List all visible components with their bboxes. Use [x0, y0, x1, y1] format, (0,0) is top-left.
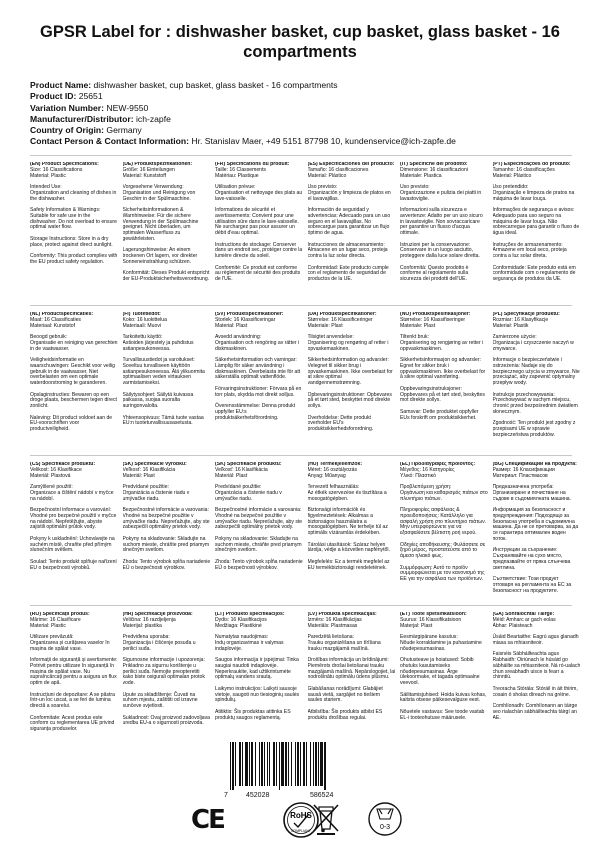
spec-row — [30, 162, 586, 300]
barcode-bar — [251, 742, 253, 786]
barcode — [228, 742, 364, 790]
barcode-bar — [318, 742, 319, 786]
spec-row — [30, 462, 586, 600]
barcode-digit-prefix: 7 — [224, 792, 228, 799]
spec-body: Taille: 16 Classements Matériau: Plastique Utilisation prévue: Organisation et nettoyage des plats au lave-vaisselle. Informations de sécurité et avertissements: Convient pour une utilisation sûre dans le lave-vaisselle. Ne surchargez pas pour assurer un débit d'eau optimal. Instructions de stockage: Conserver dans un endroit sec, protéger contre la lumière directe du soleil. Conformité: Ce produit est conforme au règlement de sécurité des produits de l'UE. — [215, 166, 303, 282]
spec-body: Størrelse: 16 Klassifiseringer Materiale: Plast Tiltenkt bruk: Organisering og rengjøring av retter i oppvaskmaskinen. Sikkerhetsinformasjon og advarsler: Egnet for sikker bruk i oppvaskmaskinen. Ikke overbelast for å sikre optimal vannføring. Oppbevaringsinstruksjoner: Oppbevares på et tørt sted, beskyttes mot direkte sollys. Samsvar: Dette produktet oppfyller EUs forskrift om produktsikkerhet. — [400, 316, 486, 421]
spec-heading: (SK) Špecifikácie výrobku: — [122, 462, 187, 467]
spec-body: Veľkosť: 16 Klasifikácia Materiál: Plast Predvídané použitie: Organizácia a čistenie riadu v umývačke riadu. Bezpečnostné informácie a varovania: Vhodné na bezpečné použitie v umývačke riadu. Nepreťažujte, aby ste zabezpečili optimálny prietok vody. Pokyny na skladovanie: Skladujte na suchom mieste, chráňte pred priamym slnečným svetlom. Zhoda: Tento výrobok spĺňa nariadenie EÚ o bezpečnosti výrobkov. — [215, 466, 303, 571]
spec-heading: (EL) Προδιαγραφές προϊόντος: — [400, 462, 476, 467]
spec-cell — [308, 612, 396, 750]
spec-body: Tamanho: 16 classificações Material: Plástico Uso pretendido: Organização e limpeza de pratos na máquina de lavar louça. Informações de segurança e avisos: Adequado para uso seguro na máquina de lavar louça. Não sobrecarregue para garantir o fluxo de água ideal. Instruções de armazenamento: Armazene em local seco, proteja contra a luz solar direta. Conformidade: Este produto está em conformidade com o regulamento de segurança de produtos da UE. — [492, 166, 580, 282]
barcode-bar — [288, 742, 289, 786]
separator — [30, 305, 572, 306]
separator — [30, 155, 572, 156]
spec-cell — [30, 612, 118, 750]
spec-body: Dimensione: 16 classificazioni Materiale: Plastica Uso previsto: Organizzazione e pulizia dei piatti in lavastoviglie. Informazioni sulla sicurezza e avvertenze: Adatto per un uso sicuro in lavastoviglie. Non sovraccaricare per garantire un flusso d'acqua ottimale. Istruzioni per la conservazione: Conservare in un luogo asciutto, proteggere dalla luce solare diretta. Conformità: Questo prodotto è conforme al regolamento sulla sicurezza dei prodotti dell'UE. — [400, 166, 483, 282]
rohs-compliant-text: COMPLIANT — [291, 829, 311, 833]
separator — [30, 605, 572, 606]
info-label: Product Name: — [30, 80, 92, 90]
spec-body: Koko: 16 luokittelua Materiaali: Muovi Tarkoitettu käyttö: Astioiden järjestely ja puhdistus astianpesukoneessa. Turvallisuustiedot ja varoitukset: Soveltuu turvalliseen käyttöön astianpesukoneessa. Älä ylikuormita optimaalisen veden virtauksen varmistamiseksi. Säilytysohjeet: Säilytä kuivassa paikassa, suojaa suoralta auringonvalolta. Yhteensopivuus: Tämä tuote vastaa EU:n tuoteturvallisuusasetusta. — [122, 316, 205, 427]
recycling-icon — [367, 801, 403, 837]
spec-cell — [215, 162, 303, 300]
spec-cell — [123, 612, 211, 750]
spec-body: Méid: Amharc ar gach eolas Ábhar: Plaisteach Úsáid Beartaithe: Eagrú agus glanadh miasa sa mhiasniteoir. Faisnéis Sábháilteachta agus Rabhaidh: Oiriúnach le húsáid go sábháilte sa mhiasniteoir. Ná ró-ualach chun sreabhadh uisce is fearr a chinntiú. Treoracha Stórála: Stóráil in áit thirim, cosain ó sholas díreach na gréine. Comhlíonadh: Comhlíonann an táirge seo rialachán sábháilteachta táirgí an AE. — [492, 616, 581, 721]
barcode-bar — [306, 742, 307, 786]
weee-bin-icon — [312, 801, 340, 835]
manufacturer-value: ich-zapfe — [136, 113, 171, 124]
spec-body: Μέγεθος: 16 Κατηγορίες Υλικό: Πλαστικό Προβλεπόμενη χρήση: Οργάνωση και καθαρισμός πιάτων στο πλυντήριο πιάτων. Πληροφορίες ασφάλειας & προειδοποιήσεις: Κατάλληλο για ασφαλή χρήση στο πλυντήριο πιάτων. Μην υπερφορτώνετε για να εξασφαλίσετε βέλτιστη ροή νερού. Οδηγίες αποθήκευσης: Φυλάσσετε σε ξηρό μέρος, προστατεύστε από το άμεσο ηλιακό φως. Συμμόρφωση: Αυτό το προϊόν συμμορφώνεται με τον κανονισμό της ΕΕ για την ασφάλεια των προϊόντων. — [400, 466, 488, 582]
barcode-bar — [276, 742, 277, 786]
country-row — [30, 125, 590, 136]
spec-heading: (EN) Product Specifications: — [30, 162, 99, 167]
spec-cell — [215, 612, 303, 750]
barcode-bar — [267, 742, 268, 786]
spec-heading: (NO) Produktspesifikasjoner: — [400, 312, 471, 317]
spec-body: Dydis: 16 Klasifikacijos Medžiaga: Plastikinė Numatytas naudojimas: Indų organizavimas ir valymas indaplovėje. Saugos informacija ir įspėjimai: Tinka saugiai naudoti indaplovėje. Neperkraukite, kad užtikrintumėte optimalų vandens srautą. Laikymo instrukcijos: Laikyti sausoje vietoje, saugoti nuo tiesioginių saulės spindulių. Atitiktis: Šis produktas atitinka ES produktų saugos reglamentą. — [215, 616, 300, 721]
product-id-row — [30, 91, 590, 102]
spec-heading: (ES) Especificaciones del producto: — [307, 162, 395, 167]
spec-cell — [215, 312, 303, 450]
spec-heading: (ET) Toote spetsifikatsioon: — [400, 612, 467, 617]
barcode-bar — [264, 742, 265, 786]
barcode-bar — [261, 742, 263, 786]
barcode-bar — [232, 742, 234, 790]
spec-cell — [30, 312, 118, 450]
spec-cell — [400, 162, 488, 300]
spec-cell — [493, 612, 581, 750]
product-name-row — [30, 80, 590, 91]
country-value: Germany — [106, 125, 142, 136]
spec-heading: (LV) Produkta specifikācijas: — [307, 612, 377, 617]
spec-row — [30, 612, 586, 750]
spec-body: Größe: 16 Einteilungen Material: Kunststoff Vorgesehene Verwendung: Organisation und Reinigung von Geschirr in der Spülmaschine. Sicherheitsinformationen & Warnhinweise: Für die sichere Verwendung in der Spülmaschine geeignet. Nicht überladen, um optimalen Wasserfluss zu gewährleisten. Lagerungshinweise: An einem trockenen Ort lagern, vor direkter Sonneneinstrahlung schützen. Konformität: Dieses Produkt entspricht der EU-Produktsicherheitsverordnung. — [122, 166, 210, 282]
spec-body: Mărime: 16 Clasificare Material: Plastic Utilizare prevăzută: Organizarea și curățarea vaselor în mașina de spălat vase. Informații de siguranță și avertismente: Potrivit pentru utilizare în siguranță în mașina de spălat vase. Nu supraîncărcați pentru a asigura un flux optim de apă. Instrucțiuni de depozitare: A se păstra într-un loc uscat, a se feri de lumina directă a soarelui. Conformitate: Acest produs este conform cu reglementarea UE privind siguranța produselor. — [30, 616, 118, 732]
barcode-bar — [303, 742, 305, 786]
spec-body: Размер: 16 Класификации Материал: Пластмасов Предназначена употреба: Организиране и почистване на съдове в съдомиялната машина. Информация за безопасност и предупреждения: Подходящо за безопасна употреба в съдомиялна машина. Да не се претоварва, за да се гарантира оптимален воден поток. Инструкции за съхранение: Съхранявайте на сухо място, предпазвайте от пряка слънчева светлина. Съответствие: Този продукт отговаря на регламента на ЕС за безопасност на продуктите. — [492, 466, 579, 594]
spec-heading: (BG) Спецификации на продукта: — [492, 462, 577, 467]
product-id-value: 25651 — [78, 91, 103, 102]
barcode-bar — [273, 742, 275, 786]
spec-body: Veľkosť: 16 Klasifikácia Materiál: Plast Predvídané použitie: Organizácia a čistenie riadu v umývačke riadu. Bezpečnostné informácie a varovania: Vhodné na bezpečné použitie v umývačke riadu. Nepreťažujte, aby ste zabezpečili optimálny prietok vody. Pokyny na skladovanie: Skladujte na suchom mieste, chráňte pred priamym slnečným svetlom. Zhoda: Tento výrobok spĺňa nariadenie EÚ o bezpečnosti výrobkov. — [122, 466, 211, 571]
spec-cell — [400, 312, 488, 450]
spec-cell — [493, 162, 581, 300]
variation-number-value: NEW-9550 — [106, 102, 149, 113]
barcode-bar — [255, 742, 256, 786]
spec-cell — [493, 312, 581, 450]
barcode-digit-left: 452028 — [246, 792, 270, 799]
spec-cell — [400, 462, 488, 600]
barcode-bar — [324, 742, 326, 790]
spec-heading: (GA) Sonraíochtaí Táirge: — [492, 612, 555, 617]
separator — [30, 455, 572, 456]
barcode-bar — [310, 742, 311, 786]
spec-body: Méret: 16 osztályozás Anyag: Műanyag Tervezett felhasználás: Az étkék szervezése és tisztítása a mosogatógépben. Biztonsági információk és figyelmeztetések: Alkalmas a biztonságos használatra a mosogatógépben. Ne terhelje túl az optimális vízáramlás érdekében. Tárolási utasítások: Száraz helyen tárolja, védje a közvetlen napfénytől. Megfelelés: Ez a termék megfelel az EU termékbiztonsági rendeletének. — [307, 466, 390, 571]
barcode-digit-right: 586524 — [310, 792, 334, 799]
contact-row — [30, 136, 590, 147]
barcode-bar — [285, 742, 287, 786]
spec-heading: (PT) Especificações do produto: — [492, 162, 571, 167]
spec-row — [30, 312, 586, 450]
spec-body: Size: 16 Classifications Material: Plastic Intended Use: Organization and cleaning of dishes in the dishwasher. Safety Information & Warnings: Suitable for safe use in the dishwasher. Do not overload to ensure optimal water flow. Storage Instructions: Store in a dry place, protect against direct sunlight. Conformity: This product complies with the EU product safety regulation. — [30, 166, 118, 265]
manufacturer-row — [30, 114, 590, 125]
barcode-bar — [295, 742, 296, 786]
barcode-bar — [279, 742, 280, 790]
spec-heading: (LT) Produkto specifikacijos: — [215, 612, 285, 617]
spec-heading: (SK) Špecifikácie produktu: — [215, 462, 282, 467]
product-name-value: dishwasher basket, cup basket, glass basket - 16 compartments — [93, 80, 338, 90]
label-title: GPSR Label for : dishwasher basket, cup basket, glass basket - 16 compartments — [40, 23, 560, 61]
ce-mark-icon: CE — [191, 805, 224, 835]
barcode-bar — [239, 742, 241, 786]
spec-heading: (CS) Specifikace produktu: — [30, 462, 96, 467]
barcode-bar — [315, 742, 317, 786]
barcode-bar — [230, 742, 231, 790]
spec-heading: (SV) Produktspecifikationer: — [215, 312, 284, 317]
barcode-bar — [313, 742, 314, 786]
spec-heading: (NL) Productspecificaties: — [30, 312, 94, 317]
info-label: Product ID: — [30, 91, 77, 102]
barcode-bar — [242, 742, 243, 786]
barcode-bar — [297, 742, 299, 786]
spec-body: Rozmiar: 16 Klasyfikacje Materiał: Plastik Zamierzone użycie: Organizacja i czyszczenie naczyń w zmywarce. Informacje o bezpieczeństwie i ostrzeżenia: Nadaje się do bezpiecznego użycia w zmywarce. Nie przeciążać, aby zapewnić optymalny przepływ wody. Instrukcje przechowywania: Przechowywać w suchym miejscu, chronić przed bezpośrednim światłem słonecznym. Zgodność: Ten produkt jest zgodny z przepisami UE w sprawie bezpieczeństwa produktów. — [492, 316, 580, 438]
spec-body: Izmērs: 16 Klasifikācijas Materiāls: Plastmasas Paredzētā lietošana: Trauku organizēšana un tīrīšana trauku mazgājamā mašīnā. Drošības informācija un brīdinājumi: Piemērots drošai lietošanai trauku mazgājamā mašīnā. Nepārslogojiet, lai nodrošinātu optimālu ūdens plūsmu. Glabāšanas norādījumi: Glabājiet sausā vietā, sargājiet no tiešiem saules stariem. Atbilstība: Šis produkts atbilst ES produktu drošības regulai. — [307, 616, 396, 721]
variation-number-row — [30, 103, 590, 114]
spec-heading: (HU) Termékjellemzők: — [307, 462, 363, 467]
barcode-bar — [235, 742, 236, 786]
barcode-bar — [320, 742, 323, 786]
spec-body: Veličina: 16 razdjeljenja Materijal: plastika Predviđena uporaba: Organizacija i čišćenje posuđa u perilici suđa. Sigurnosne informacije i upozorenja: Prikladno za sigurnu korištenje u perilici suđa. Nemojte preopteretiti kako biste osigurali optimalan protok vode. Upute za skladištenje: Čuvati na suhom mjestu, zaštititi od izravne sunčeve svjetlosti. Sukladnost: Ovaj proizvod zadovoljava uredbu EU-a o sigurnosti proizvoda. — [122, 616, 210, 727]
spec-heading: (FR) Spécifications du produit: — [215, 162, 290, 167]
recycling-label: 0-3 — [379, 824, 391, 831]
barcode-bar — [269, 742, 270, 786]
info-label: Contact Person & Contact Information: — [30, 136, 189, 147]
spec-cell — [308, 462, 396, 600]
spec-body: Velikost: 16 Klasifikace Materiál: Plastová Zamýšlené použití: Organizace a čištění nádobí v myčce na nádobí. Bezpečnostní informace a varování: Vhodné pro bezpečné použití v myčce na nádobí. Nepřetěžujte, abyste zajistili optimální průtok vody. Pokyny k uskladnění: Uchovávejte na suchém místě, chraňte před přímým slunečním světlem. Soulad: Tento produkt splňuje nařízení EU o bezpečnosti výrobků. — [30, 466, 117, 571]
spec-cell — [308, 312, 396, 450]
product-info — [30, 80, 590, 148]
spec-heading: (IT) Specifiche del prodotto: — [400, 162, 468, 167]
spec-cell — [123, 312, 211, 450]
spec-cell — [308, 162, 396, 300]
spec-heading: (FI) Tuotetiedot: — [122, 312, 161, 317]
spec-heading: (DE) Produktspezifikationen: — [122, 162, 193, 167]
spec-body: Tamaño: 16 clasificaciones Material: Plástico Uso previsto: Organización y limpieza de platos en el lavavajillas. Información de seguridad y advertencias: Adecuado para un uso seguro en el lavavajillas. No sobrecargue para garantizar un flujo óptimo de agua. Instrucciones de almacenamiento: Almacene en un lugar seco, proteja contra la luz solar directa. Conformidad: Este producto cumple con el reglamento de seguridad de productos de la UE. — [307, 166, 391, 282]
info-label: Country of Origin: — [30, 125, 104, 136]
barcode-bar — [259, 742, 260, 786]
spec-body: Maat: 16 Classificaties Materiaal: Kunststof Beoogd gebruik: Organisatie en reiniging van gerechten in de vaatwasser. Veiligheidsinformatie en waarschuwingen: Geschikt voor veilig gebruik in de vaatwasser. Niet overbelasten om een optimale waterdoorstroming te garanderen. Opslaginstructies: Bewaren op een droge plaats, beschermen tegen direct zonlicht. Naleving: Dit product voldoet aan de EU-voorschriften voor productveiligheid. — [30, 316, 118, 432]
spec-body: Suurus: 16 Klassifikatsioon Materjal: Plast Eesmärgipärane kasutus: Nõude korraldamine ja puhastamine nõudepesumasinas. Ohutusteave ja hoiatused: Sobib ohutuks kasutamiseks nõudepesumasinas. Ärge ülekoormake, et tagada optimaalne veevool. Säilitamisjuhised: Hoida kuivas kohas, kaitsta otsese päikesevalguse eest. Nõuetele vastavus: See toode vastab EL-i tooteohutuse määrusele. — [400, 616, 487, 721]
barcode-bar — [245, 742, 248, 786]
barcode-bar — [291, 742, 292, 786]
spec-body: Storlek: 16 Klassificeringar Material: Plast Avsedd användning: Organisation och rengöring av rätter i diskmaskinen. Säkerhetsinformation och varningar: Lämplig för säker användning i diskmaskinen. Överbelasta inte för att säkerställa optimalt vattenflöde. Förvaringsinstruktioner: Förvara på en torr plats, skydda mot direkt solljus. Överensstämmelse: Denna produkt uppfyller EU:s produktsäkerhetsförordning. — [215, 316, 302, 421]
barcode-bar — [249, 742, 250, 786]
spec-heading: (HR) Specifikacije proizvoda: — [122, 612, 193, 617]
barcode-bar — [300, 742, 301, 786]
rohs-text: RoHS — [290, 811, 312, 820]
spec-heading: (RO) Specificații produs: — [30, 612, 90, 617]
info-label: Manufacturer/Distributor: — [30, 113, 134, 124]
spec-cell — [215, 462, 303, 600]
spec-cell — [123, 162, 211, 300]
spec-heading: (PL) Specyfikacje produktu: — [492, 312, 560, 317]
spec-heading: (DA) Produktspecifikationer: — [307, 312, 377, 317]
spec-cell — [30, 162, 118, 300]
spec-cell — [400, 612, 488, 750]
barcode-bar — [281, 742, 284, 786]
info-label: Variation Number: — [30, 102, 105, 113]
spec-cell — [123, 462, 211, 600]
spec-cell — [30, 462, 118, 600]
spec-body: Størrelse: 16 Klassificeringer Materiale: Plast Tilsigtet anvendelse: Organisering og rengøring af retter i opvaskemaskinen. Sikkerhedsinformation og advarsler: Velegnet til sikker brug i opvaskemaskinen. Ikke overbelast for at sikre optimal vandgennemstrømning. Opbevaringsinstruktioner: Opbevares på et tørt sted, beskyttet mod direkte sollys. Overholdelse: Dette produkt overholder EU's produktsikkerhedsforordning. — [307, 316, 393, 432]
contact-value: Hr. Stanislav Maer, +49 5151 87798 10, kundenservice@ich-zapfe.de — [191, 136, 456, 147]
spec-cell — [493, 462, 581, 600]
